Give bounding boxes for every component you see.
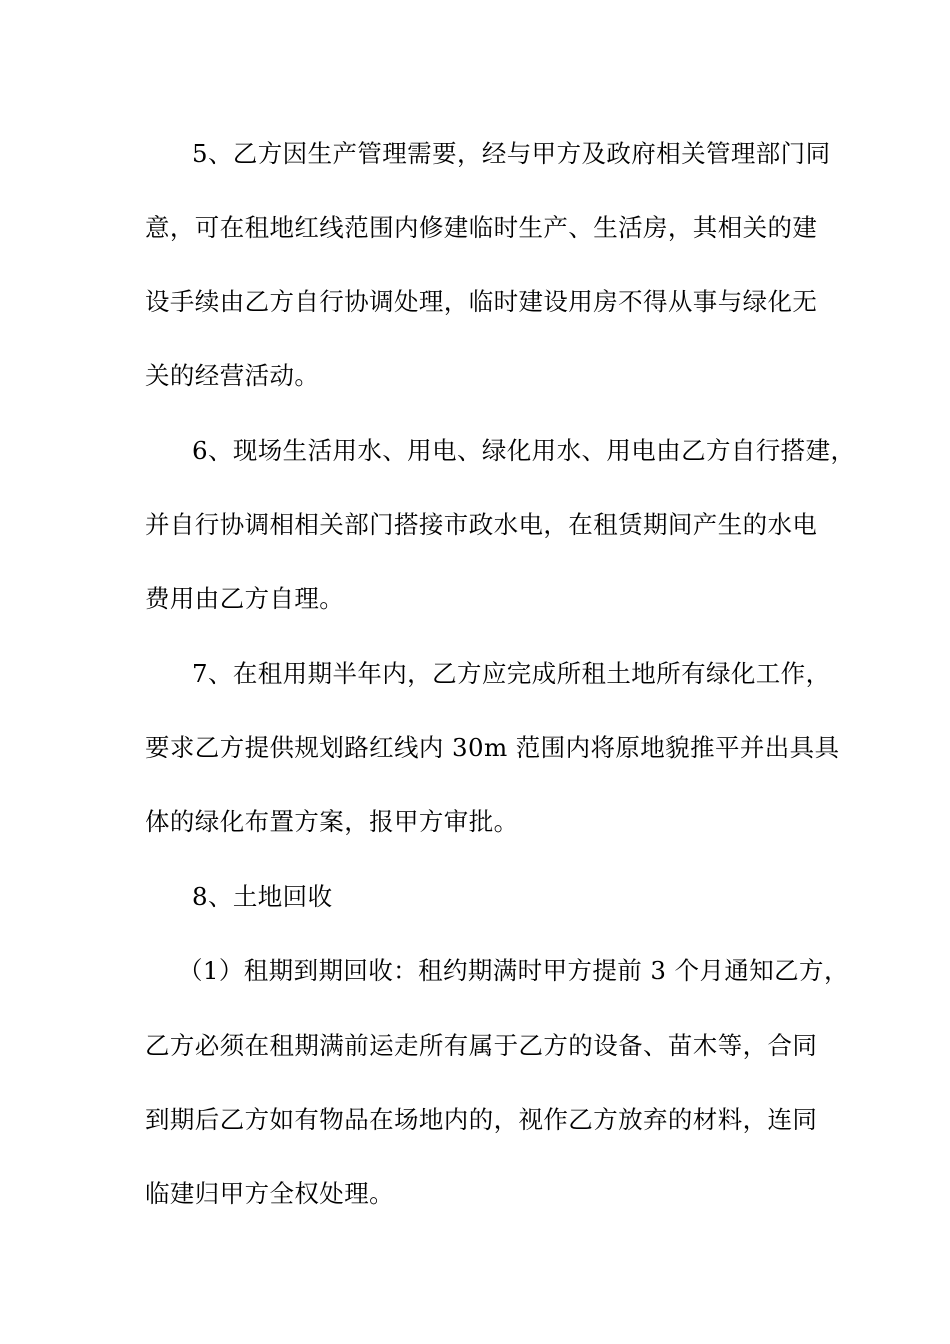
clause-5-line-3: 设手续由乙方自行协调处理，临时建设用房不得从事与绿化无: [145, 287, 818, 316]
clause-6-line-2: 并自行协调相相关部门搭接市政水电，在租赁期间产生的水电: [145, 510, 818, 539]
clause-8-heading: 8、土地回收: [192, 882, 333, 911]
clause-5-line-4: 关的经营活动。: [145, 361, 320, 390]
clause-5-line-2: 意，可在租地红线范围内修建临时生产、生活房，其相关的建: [145, 213, 818, 242]
clause-7-line-3: 体的绿化布置方案，报甲方审批。: [145, 807, 519, 836]
clause-7-line-2: 要求乙方提供规划路红线内 30m 范围内将原地貌推平并出具具: [145, 733, 840, 762]
clause-8-1-line-1: （1）租期到期回收：租约期满时甲方提前 3 个月通知乙方，: [178, 956, 849, 985]
clause-5-line-1: 5、乙方因生产管理需要，经与甲方及政府相关管理部门同: [192, 139, 831, 168]
clause-8-1-line-3: 到期后乙方如有物品在场地内的，视作乙方放弃的材料，连同: [145, 1105, 818, 1134]
clause-6-line-1: 6、现场生活用水、用电、绿化用水、用电由乙方自行搭建，: [192, 436, 856, 465]
clause-8-1-line-2: 乙方必须在租期满前运走所有属于乙方的设备、苗木等，合同: [145, 1031, 818, 1060]
clause-8-1-line-4: 临建归甲方全权处理。: [145, 1179, 394, 1208]
clause-6-line-3: 费用由乙方自理。: [145, 584, 345, 613]
clause-7-line-1: 7、在租用期半年内，乙方应完成所租土地所有绿化工作，: [192, 659, 831, 688]
